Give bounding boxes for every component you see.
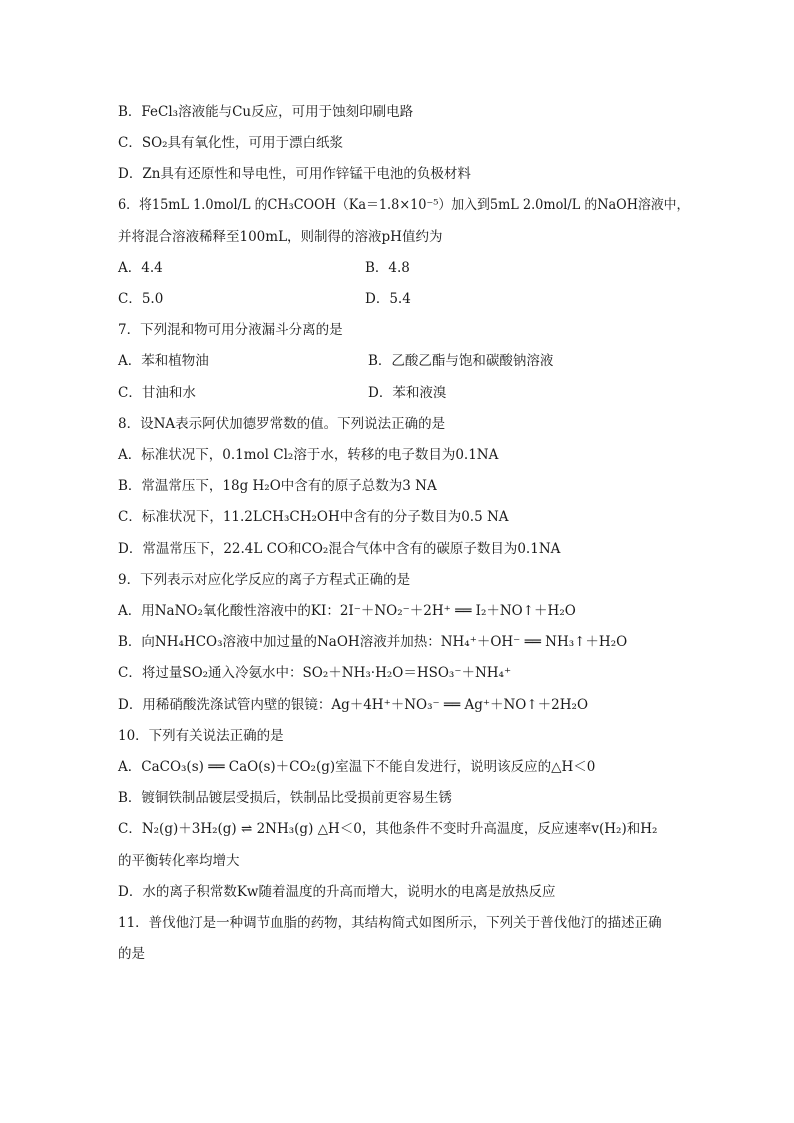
q9-option-c: C．将过量SO₂通入冷氨水中：SO₂＋NH₃·H₂O＝HSO₃⁻＋NH₄⁺ <box>118 665 512 681</box>
q6-option-a: A．4.4 <box>118 260 163 276</box>
q10-stem: 10．下列有关说法正确的是 <box>118 728 284 744</box>
q5-option-b: B．FeCl₃溶液能与Cu反应，可用于蚀刻印刷电路 <box>118 104 414 120</box>
q7-stem: 7．下列混和物可用分液漏斗分离的是 <box>118 322 343 338</box>
q6-stem-line1: 6．将15mL 1.0mol/L 的CH₃COOH（Ka＝1.8×10⁻⁵）加入到5mL 2.0mol/L 的NaOH溶液中， <box>118 197 690 213</box>
q7-option-c: C．甘油和水 <box>118 385 196 401</box>
q7-option-b: B．乙酸乙酯与饱和碳酸钠溶液 <box>368 353 554 369</box>
q9-stem: 9．下列表示对应化学反应的离子方程式正确的是 <box>118 572 411 588</box>
q10-option-b: B．镀铜铁制品镀层受损后，铁制品比受损前更容易生锈 <box>118 790 452 806</box>
q8-option-a: A．标准状况下，0.1mol Cl₂溶于水，转移的电子数目为0.1NA <box>118 447 499 463</box>
q7-option-a: A．苯和植物油 <box>118 353 209 369</box>
q5-option-c: C．SO₂具有氧化性，可用于漂白纸浆 <box>118 135 344 151</box>
q8-option-c: C．标准状况下，11.2LCH₃CH₂OH中含有的分子数目为0.5 NA <box>118 509 509 525</box>
q9-option-a: A．用NaNO₂氧化酸性溶液中的KI：2I⁻＋NO₂⁻＋2H⁺ ══ I₂＋NO↑＋H₂O <box>118 603 576 619</box>
q9-option-d: D．用稀硝酸洗涤试管内壁的银镜：Ag＋4H⁺＋NO₃⁻ ══ Ag⁺＋NO↑＋2H₂O <box>118 697 589 713</box>
q8-stem: 8．设NA表示阿伏加德罗常数的值。下列说法正确的是 <box>118 416 446 432</box>
q11-stem-line2: 的是 <box>118 946 145 962</box>
q5-option-d: D．Zn具有还原性和导电性，可用作锌锰干电池的负极材料 <box>118 166 471 182</box>
q6-option-b: B．4.8 <box>365 260 410 276</box>
q6-option-d: D．5.4 <box>365 291 411 307</box>
q7-option-d: D．苯和液溴 <box>368 385 447 401</box>
q11-stem-line1: 11．普伐他汀是一种调节血脂的药物，其结构简式如图所示，下列关于普伐他汀的描述正确 <box>118 915 662 931</box>
q6-stem-line2: 并将混合溶液稀释至100mL，则制得的溶液pH值约为 <box>118 229 443 245</box>
q6-option-c: C．5.0 <box>118 291 164 307</box>
q8-option-d: D．常温常压下，22.4L CO和CO₂混合气体中含有的碳原子数目为0.1NA <box>118 541 561 557</box>
q10-option-c-line1: C．N₂(g)＋3H₂(g) ⇌ 2NH₃(g) △H＜0，其他条件不变时升高温度，反应速率v(H₂)和H₂ <box>118 821 658 837</box>
q10-option-a: A．CaCO₃(s) ══ CaO(s)＋CO₂(g)室温下不能自发进行，说明该反应的△H＜0 <box>118 759 596 775</box>
q10-option-d: D．水的离子积常数Kw随着温度的升高而增大，说明水的电离是放热反应 <box>118 884 556 900</box>
q9-option-b: B．向NH₄HCO₃溶液中加过量的NaOH溶液并加热：NH₄⁺＋OH⁻ ══ NH₃↑＋H₂O <box>118 634 628 650</box>
q10-option-c-line2: 的平衡转化率均增大 <box>118 853 240 869</box>
q8-option-b: B．常温常压下，18g H₂O中含有的原子总数为3 NA <box>118 478 437 494</box>
